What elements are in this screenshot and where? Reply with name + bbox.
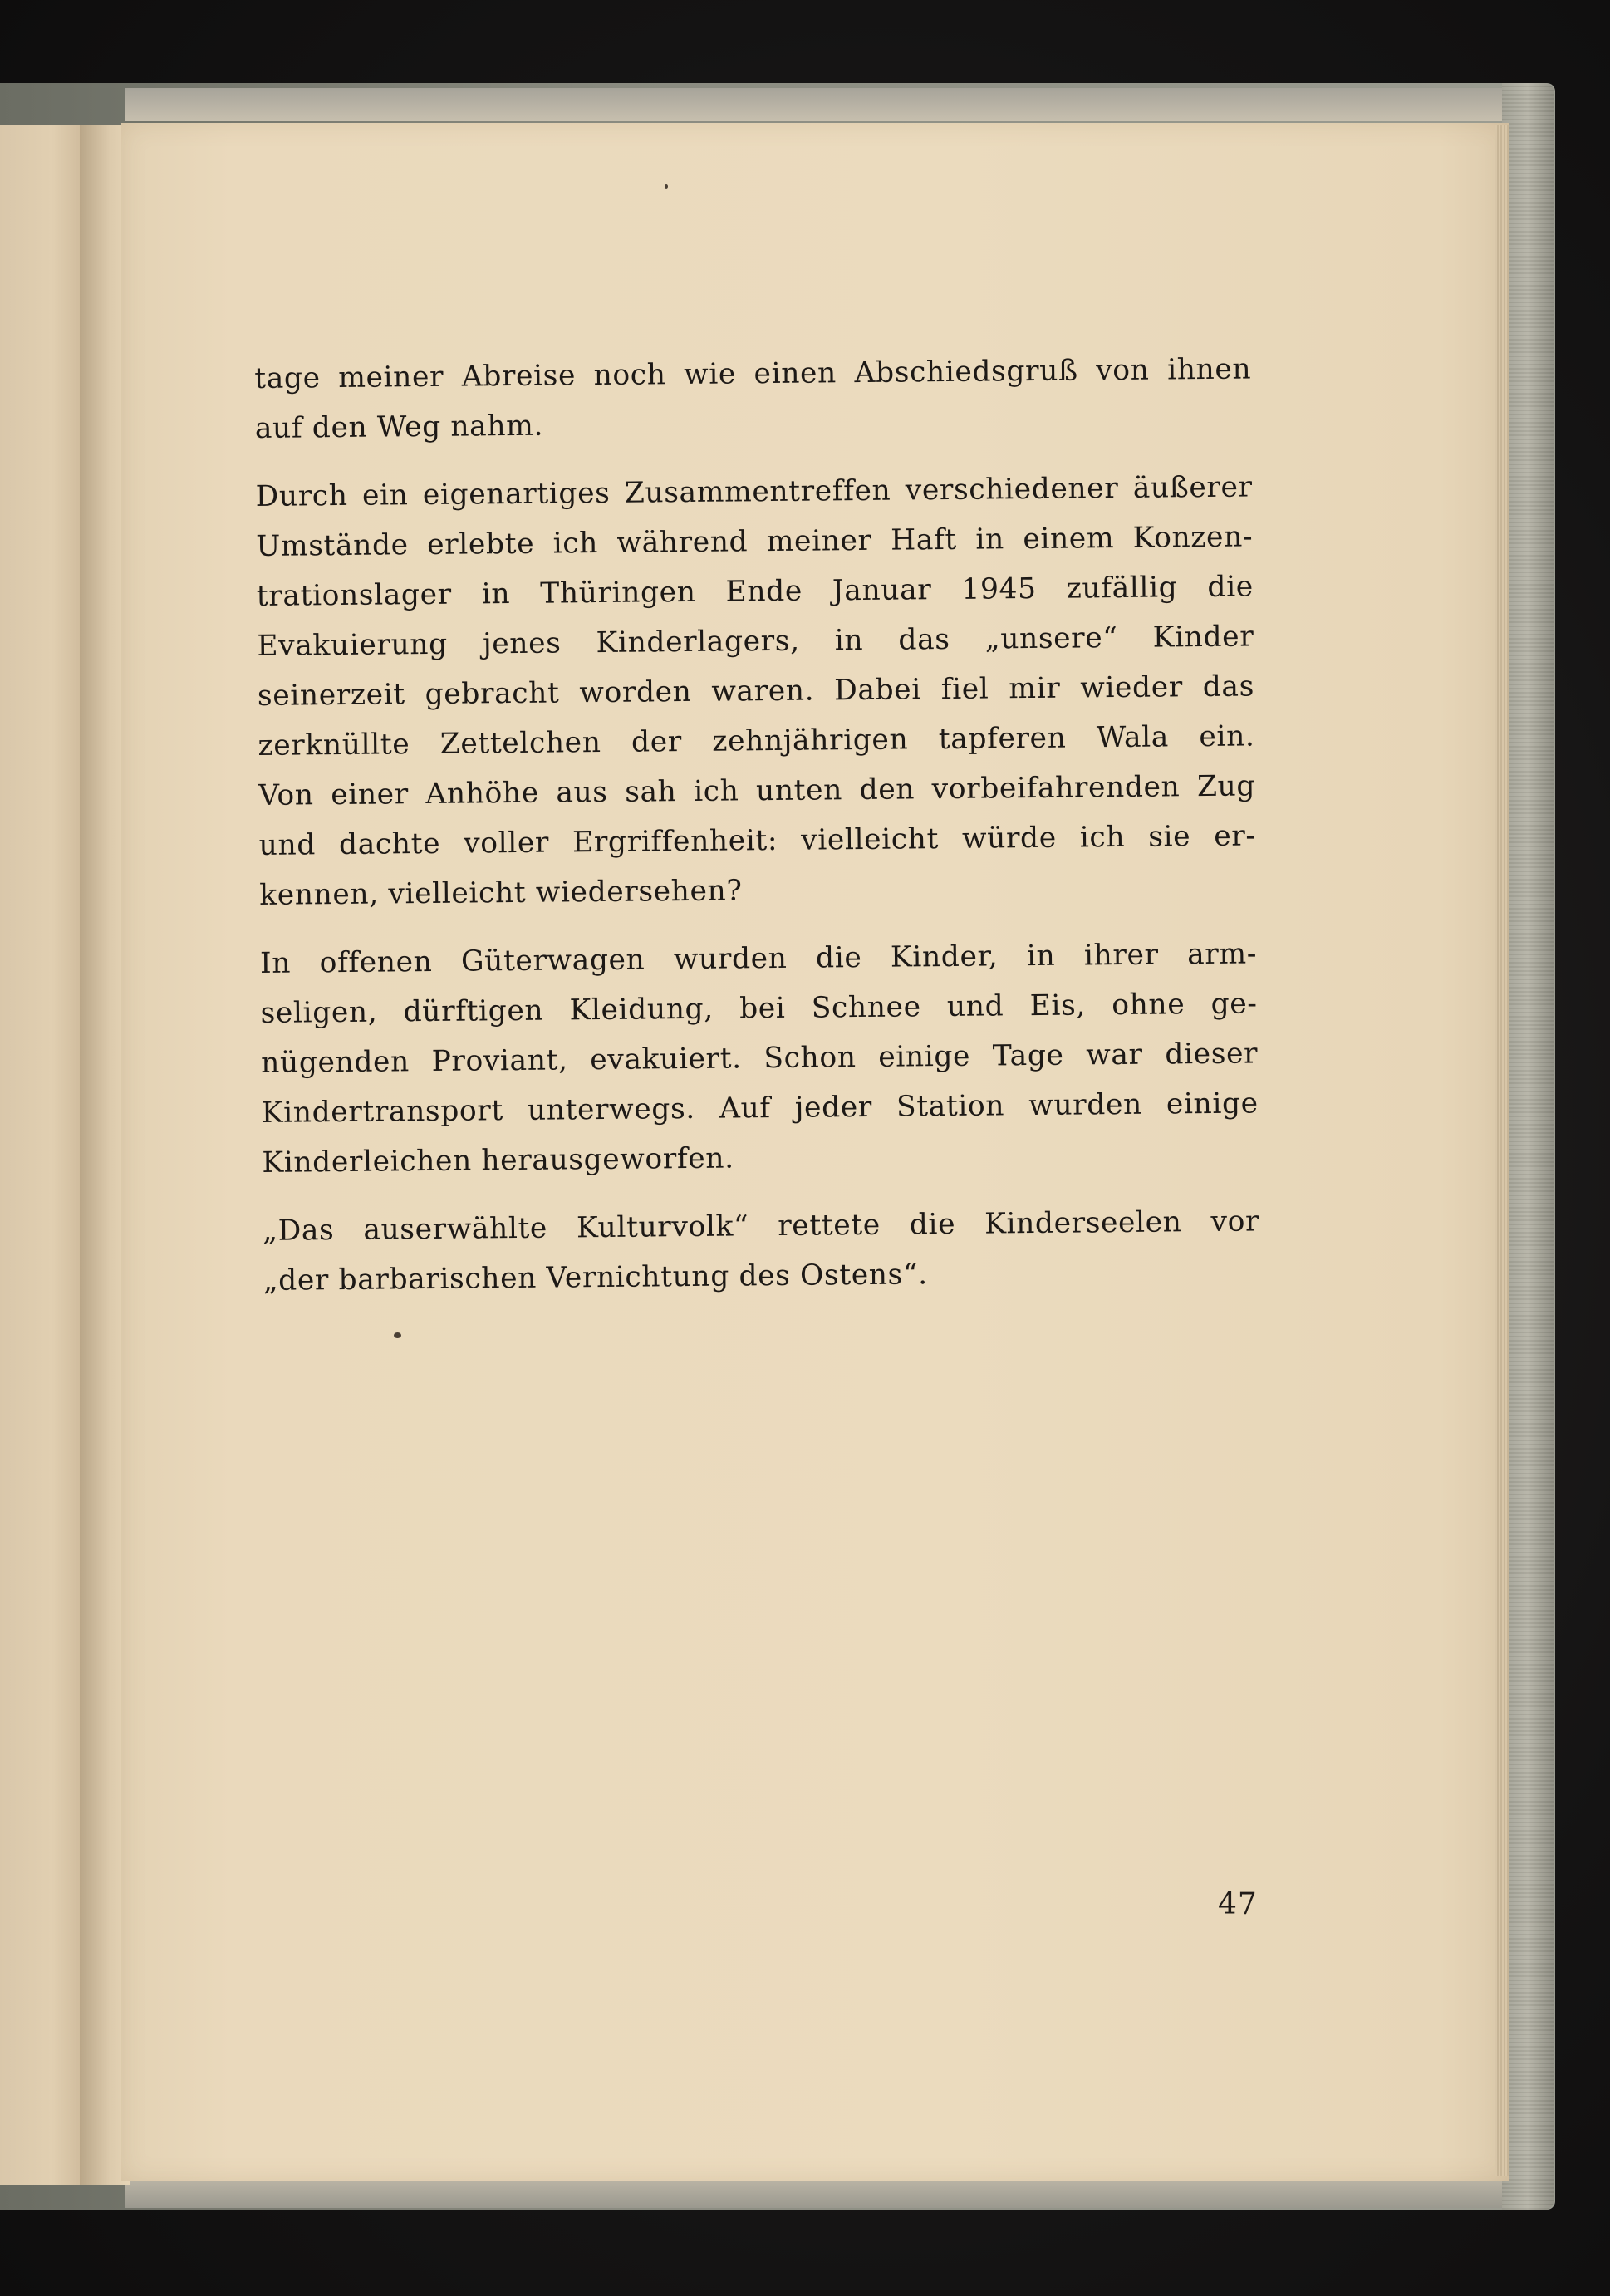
text-line: Kindertransport unterwegs. Auf jeder Station wurden einige <box>261 1087 1259 1130</box>
text-line: nügenden Proviant, evakuiert. Schon einige Tage war dieser <box>261 1037 1259 1080</box>
paragraph-4 <box>263 1196 1260 1306</box>
text-line: auf den Weg nahm. <box>254 409 544 445</box>
text-line: kennen, vielleicht wiedersehen? <box>259 874 743 912</box>
previous-page-edge <box>0 125 86 2185</box>
text-line: „Das auserwählte Kulturvolk“ rettete die Kinderseelen vor <box>262 1204 1260 1248</box>
text-line: Von einer Anhöhe aus sah ich unten den vorbeifahrenden Zug <box>258 769 1256 812</box>
text-line: Durch ein eigenartiges Zusammentreffen verschiedener äußerer <box>255 470 1253 513</box>
text-line: Umstände erlebte ich während meiner Haft in einem Konzen- <box>256 520 1254 563</box>
paragraph-2 <box>255 462 1256 920</box>
paper-speck <box>665 184 668 189</box>
text-line: „der barbarischen Vernichtung des Ostens“. <box>263 1258 928 1298</box>
text-line: und dachte voller Ergriffenheit: vielleicht würde ich sie er- <box>258 819 1256 862</box>
page-number: 47 <box>1218 1887 1258 1921</box>
paper-speck <box>394 1332 401 1338</box>
page-stack-edge <box>1495 125 1509 2176</box>
text-line: Evakuierung jenes Kinderlagers, in das „unsere“ Kinder <box>257 620 1254 663</box>
text-line: In offenen Güterwagen wurden die Kinder, in ihrer arm- <box>259 937 1258 980</box>
paragraph-1 <box>254 344 1252 454</box>
text-line: seligen, dürftigen Kleidung, bei Schnee und Eis, ohne ge- <box>260 987 1258 1030</box>
text-line: Kinderleichen herausgeworfen. <box>262 1141 734 1180</box>
text-line: trationslager in Thüringen Ende Januar 1945 zufällig die <box>256 570 1254 613</box>
paragraph-3 <box>260 929 1259 1188</box>
text-line: tage meiner Abreise noch wie einen Abschiedsgruß von ihnen <box>254 352 1252 395</box>
text-line: seinerzeit gebracht worden waren. Dabei fiel mir wieder das <box>257 670 1255 713</box>
text-line: zerknüllte Zettelchen der zehnjährigen tapferen Wala ein. <box>258 719 1255 763</box>
cover-right-edge <box>1502 83 1554 2210</box>
page-text-block <box>254 344 1260 1305</box>
cover-top-edge <box>125 88 1537 121</box>
